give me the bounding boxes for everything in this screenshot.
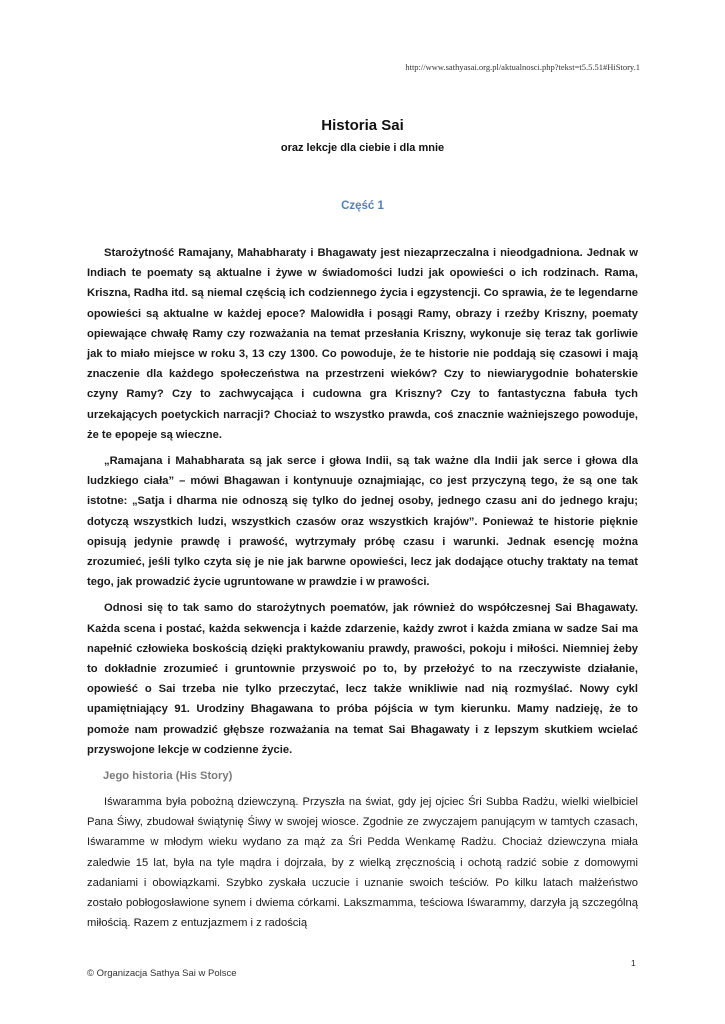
source-url: http://www.sathyasai.org.pl/aktualnosci.php?tekst=t5.5.51#HiStory.1 [405, 62, 640, 72]
page-number: 1 [631, 958, 636, 968]
footer-copyright: © Organizacja Sathya Sai w Polsce [87, 968, 237, 979]
section-heading: Jego historia (His Story) [103, 770, 233, 783]
paragraph-iswaramma: Iśwaramma była pobożną dziewczyną. Przyszła na świat, gdy jej ojciec Śri Subba Radżu, wielki wielbiciel Pana Śiwy, zbudował świątynię Śiwy w swojej wiosce. Zgodnie ze zwyczajem panującym w tamtych czasach, Iśwaramme w młodym wieku wydano za mąż za Śri Pedda Wenkamę Radżu. Chociaż dziewczyna miała zaledwie 15 lat, była na tyle mądra i dojrzała, by z wielką zręcznością i ochotą radzić sobie z domowymi zadaniami i obowiązkami. Szybko zyskała uczucie i uznanie swoich teściów. Po kilku latach małżeństwo zostało pobłogosławione synem i dwiema córkami. Lakszmamma, teściowa Iśwarammy, darzyła ją szczególną miłością. Razem z entuzjazmem i z radością [87, 796, 638, 930]
paragraph-sai-bhagavata: Odnosi się to tak samo do starożytnych poematów, jak również do współczesnej Sai Bhagawaty. Każda scena i postać, każda sekwencja i każde zdarzenie, każdy zwrot i każda zmiana w sadze Sai ma napełnić człowieka boskością dzięki praktykowaniu prawdy, prawości, pokoju i miłości. Niemniej żeby to dokładnie zrozumieć i gruntownie przyswoić po to, by przełożyć to na rzeczywiste działanie, opowieść o Sai trzeba nie tylko przeczytać, lecz także wnikliwie nad nią rozmyślać. Nowy cykl upamiętniający 91. Urodziny Bhagawana to próba pójścia w tym kierunku. Mamy nadzieję, że to pomoże nam prowadzić głębsze rozważania na temat Sai Bhagawaty i z lepszym skutkiem wcielać przyswojone lekcje w codzienne życie. [87, 602, 638, 756]
document-body [87, 243, 638, 940]
part-heading: Część 1 [341, 200, 384, 212]
paragraph-intro: Starożytność Ramajany, Mahabharaty i Bhagawaty jest niezaprzeczalna i nieodgadniona. Jednak w Indiach te poematy są aktualne i żywe w świadomości ludzi jak opowieści o ich rodzinach. Rama, Kriszna, Radha itd. są niemal częścią ich codziennego życia i egzystencji. Co sprawia, że te legendarne opowieści są aktualne w każdej epoce? Malowidła i posągi Ramy, obrazy i rzeźby Kriszny, poematy opiewające chwałę Ramy czy rozważania na temat przesłania Kriszny, wykonuje się teraz tak gorliwie jak to miało miejsce w roku 3, 13 czy 1300. Co powoduje, że te historie nie poddają się czasowi i mają znaczenie dla każdego społeczeństwa na przestrzeni wieków? Czy to niewiarygodnie bohaterskie czyny Ramy? Czy to zachwycająca i cudowna gra Kriszny? Czy to fantastyczna fabuła tych urzekających poetyckich narracji? Chociaż to wszystko prawda, coś znacznie ważniejszego powoduje, że te epopeje są wieczne. [87, 247, 638, 441]
document-title: Historia Sai [321, 117, 404, 134]
paragraph-ramayana: „Ramajana i Mahabharata są jak serce i głowa Indii, są tak ważne dla Indii jak serce i głowa dla ludzkiego ciała” – mówi Bhagawan i kontynuuje oznajmiając, co jest przyczyną tego, że są one tak istotne: „Satja i dharma nie odnoszą się tylko do jednej osoby, jednego czasu ani do jednego kraju; dotyczą wszystkich ludzi, wszystkich czasów oraz wszystkich krajów”. Ponieważ te historie pięknie opisują jedynie prawdę i prawość, wytrzymały próbę czasu i warunki. Jednak esencję można zrozumieć, jeśli tylko czyta się je nie jak barwne opowieści, lecz jak dodające otuchy traktaty na temat tego, jak prowadzić życie ugruntowane w prawdzie i w prawości. [87, 455, 638, 589]
document-subtitle: oraz lekcje dla ciebie i dla mnie [280, 142, 445, 154]
